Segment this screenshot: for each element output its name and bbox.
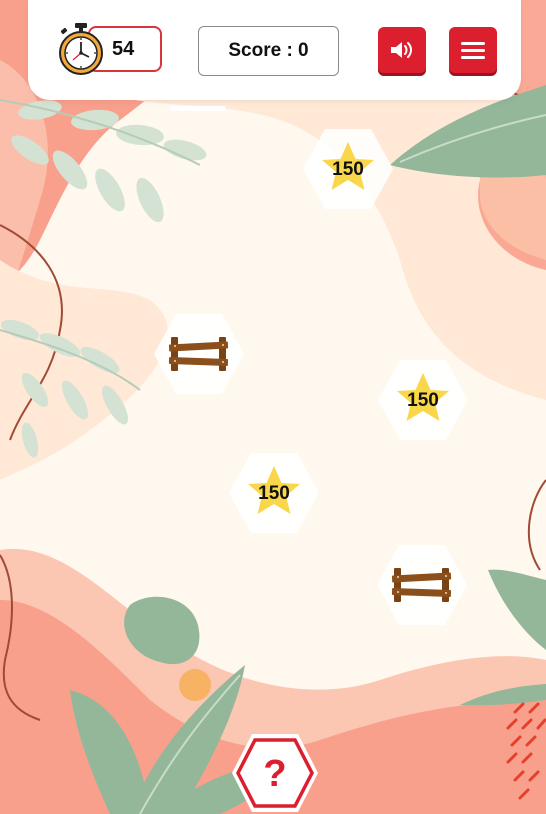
fence-tile[interactable]	[153, 313, 245, 395]
speaker-icon	[389, 39, 415, 61]
fence-tile[interactable]	[376, 544, 468, 626]
tile-points: 150	[332, 159, 364, 180]
drawer-handle[interactable]	[170, 106, 226, 111]
star-tile[interactable]	[377, 359, 469, 441]
stopwatch-icon	[56, 22, 106, 76]
score-display	[198, 26, 339, 76]
sound-toggle-button[interactable]	[378, 27, 426, 73]
score-text: Score : 0	[228, 40, 309, 61]
star-tile[interactable]	[228, 452, 320, 534]
star-tile[interactable]	[302, 128, 394, 210]
hexagon-tile-shape	[153, 313, 245, 395]
timer-value: 54	[112, 37, 135, 60]
hamburger-menu-icon	[460, 40, 486, 60]
question-mark-icon: ?	[263, 753, 287, 795]
tile-points: 150	[258, 483, 290, 504]
tile-points: 150	[407, 390, 439, 411]
menu-button[interactable]	[449, 27, 497, 73]
hexagon-tile-shape	[376, 544, 468, 626]
help-button[interactable]	[230, 732, 320, 814]
